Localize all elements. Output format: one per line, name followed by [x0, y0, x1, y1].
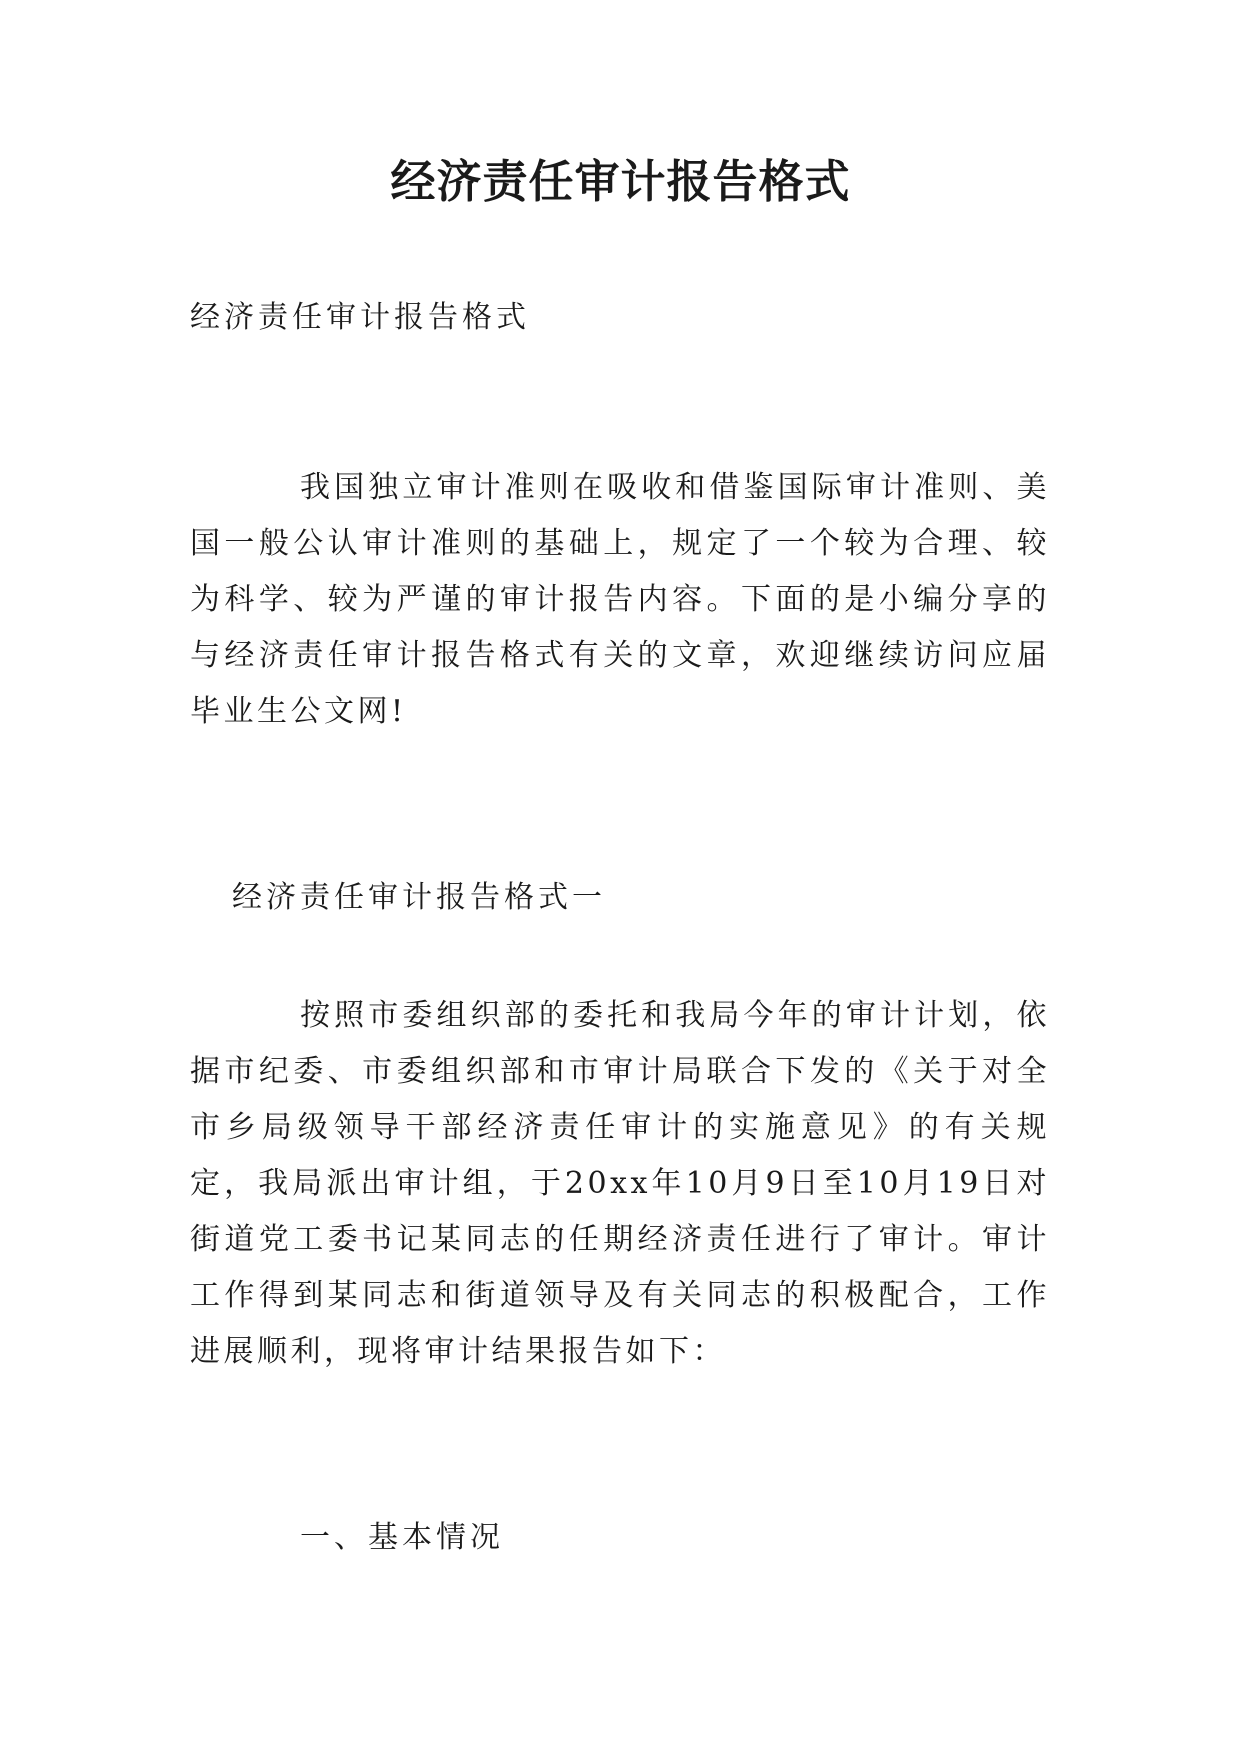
document-subtitle: 经济责任审计报告格式: [190, 300, 530, 335]
body-paragraph: 按照市委组织部的委托和我局今年的审计计划，依据市纪委、市委组织部和市审计局联合下发的《关于对全市乡局级领导干部经济责任审计的实施意见》的有关规定，我局派出审计组，于20xx年10月9日至10月19日对街道党工委书记某同志的任期经济责任进行了审计。审计工作得到某同志和街道领导及有关同志的积极配合，工作进展顺利，现将审计结果报告如下：: [190, 998, 1050, 1369]
document-title: 经济责任审计报告格式: [390, 155, 851, 208]
item-heading-basic-situation: 一、基本情况: [300, 1520, 504, 1555]
intro-paragraph: 我国独立审计准则在吸收和借鉴国际审计准则、美国一般公认审计准则的基础上，规定了一个较为合理、较为科学、较为严谨的审计报告内容。下面的是小编分享的与经济责任审计报告格式有关的文章，欢迎继续访问应届毕业生公文网!: [190, 470, 1050, 729]
section-heading: 经济责任审计报告格式一: [232, 880, 606, 915]
